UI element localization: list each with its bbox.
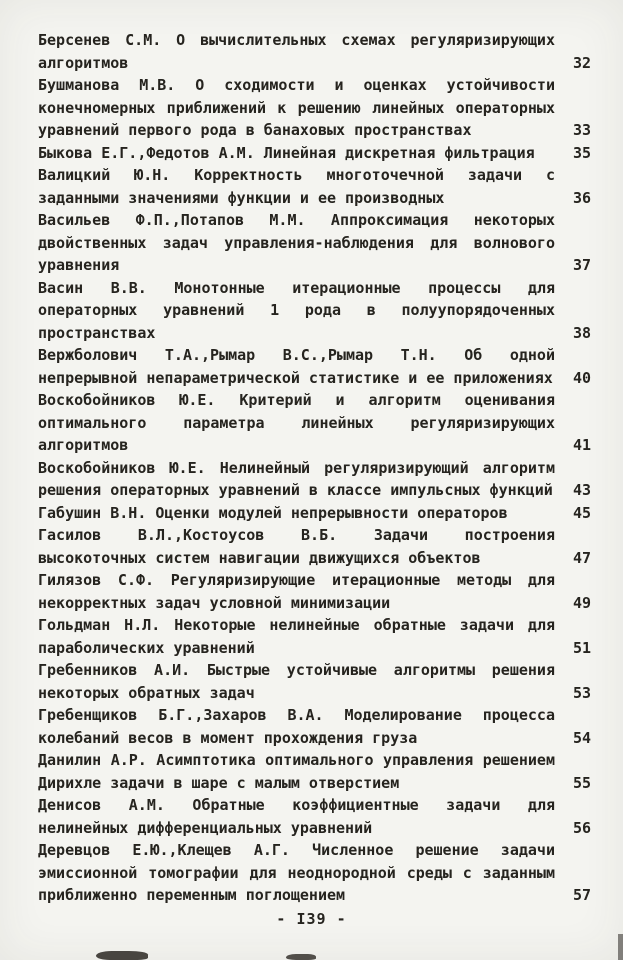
scan-artifact (618, 934, 623, 960)
toc-entry (38, 659, 591, 704)
toc-entry (38, 164, 591, 209)
toc-entry-page-number: 49 (572, 593, 591, 612)
toc-entry (38, 569, 591, 614)
toc-entry-text: Гольдман Н.Л. Некоторые нелинейные обратные задачи для параболических уравнений (38, 616, 555, 657)
toc-entry-text: Воскобойников Ю.Е. Нелинейный регуляризирующий алгоритм решения операторных уравнений в классе импульсных функций (38, 458, 555, 499)
toc-entry (38, 142, 591, 165)
toc-entry-text: Гребенщиков Б.Г.,Захаров В.А. Моделирование процесса колебаний весов в момент прохождения груза (38, 706, 555, 747)
toc-entry (38, 794, 591, 839)
toc-entry-page-number: 33 (572, 121, 591, 139)
toc-entry-text: Гребенников А.И. Быстрые устойчивые алгоритмы решения некоторых обратных задач (38, 661, 555, 702)
toc-entry (38, 29, 591, 74)
toc-entry (38, 389, 591, 457)
page-footer (0, 908, 623, 931)
toc-entry-text: Васин В.В. Монотонные итерационные процессы для операторных уравнений 1 рода в полуупорядоченных пространствах (38, 278, 555, 342)
toc-entry (38, 344, 591, 389)
toc-entry-text: Васильев Ф.П.,Потапов М.М. Аппроксимация некоторых двойственных задач управления-наблюдения для волнового уравнения (38, 211, 555, 274)
toc-entry-page-number: 56 (572, 818, 591, 837)
toc-entry-text: Данилин А.Р. Асимптотика оптимального управления решением Дирихле задачи в шаре с малым отверстием (38, 751, 555, 792)
toc-entry-text: Денисов А.М. Обратные коэффициентные задачи для нелинейных дифференциальных уравнений (38, 796, 555, 837)
toc-entry-text: Гасилов В.Л.,Костоусов В.Б. Задачи построения высокоточных систем навигации движущихся объектов (38, 526, 555, 567)
toc-entry-text: Быкова Е.Г.,Федотов А.М. Линейная дискретная фильтрация (38, 143, 535, 162)
scan-artifact (286, 954, 316, 960)
toc-entry-page-number: 51 (572, 638, 591, 657)
toc-entry-page-number: 53 (572, 683, 591, 702)
toc-list (38, 29, 591, 907)
toc-entry-page-number: 55 (572, 773, 591, 792)
toc-entry-text: Валицкий Ю.Н. Корректность многоточечной задачи с заданными значениями функции и ее производных (38, 166, 555, 207)
toc-entry-page-number: 40 (572, 368, 591, 387)
toc-entry-text: Габушин В.Н. Оценки модулей непрерывности операторов (38, 503, 508, 522)
scan-artifact (96, 951, 148, 960)
toc-entry (38, 524, 591, 569)
toc-entry (38, 704, 591, 749)
page-number-label: - I39 - (276, 909, 347, 928)
toc-entry (38, 209, 591, 277)
toc-entry-page-number: 36 (572, 188, 591, 207)
toc-entry-page-number: 54 (572, 728, 591, 747)
toc-entry-page-number: 45 (572, 503, 591, 522)
toc-entry-page-number: 32 (572, 53, 591, 72)
toc-entry-page-number: 47 (572, 548, 591, 567)
toc-entry-page-number: 38 (572, 323, 591, 342)
toc-entry (38, 502, 591, 525)
toc-entry (38, 839, 591, 907)
toc-entry-text: Бушманова М.В. О сходимости и оценках устойчивости конечномерных приближений к решению линейных операторных уравнений первого рода в банаховых пространствах (38, 76, 555, 139)
toc-entry (38, 749, 591, 794)
toc-entry (38, 277, 591, 345)
toc-entry-text: Гилязов С.Ф. Регуляризирующие итерационные методы для некорректных задач условной минимизации (38, 571, 555, 612)
toc-entry-page-number: 37 (572, 256, 591, 274)
toc-entry-text: Деревцов Е.Ю.,Клещев А.Г. Численное решение задачи эмиссионной томографии для неоднородной среды с заданным приближенно переменным поглощением (38, 841, 555, 904)
toc-entry-text: Берсенев С.М. О вычислительных схемах регуляризирующих алгоритмов (38, 31, 555, 72)
toc-entry-text: Воскобойников Ю.Е. Критерий и алгоритм оценивания оптимального параметра линейных регуляризирующих алгоритмов (38, 391, 555, 454)
toc-entry-page-number: 43 (572, 481, 591, 499)
toc-entry (38, 74, 591, 142)
toc-entry-page-number: 35 (572, 143, 591, 162)
toc-entry (38, 457, 591, 502)
toc-entry-page-number: 57 (572, 886, 591, 904)
toc-entry-text: Вержболович Т.А.,Рымар В.С.,Рымар Т.Н. Об одной непрерывной непараметрической статистике и ее приложениях (38, 346, 555, 387)
toc-entry-page-number: 41 (572, 436, 591, 454)
toc-entry (38, 614, 591, 659)
